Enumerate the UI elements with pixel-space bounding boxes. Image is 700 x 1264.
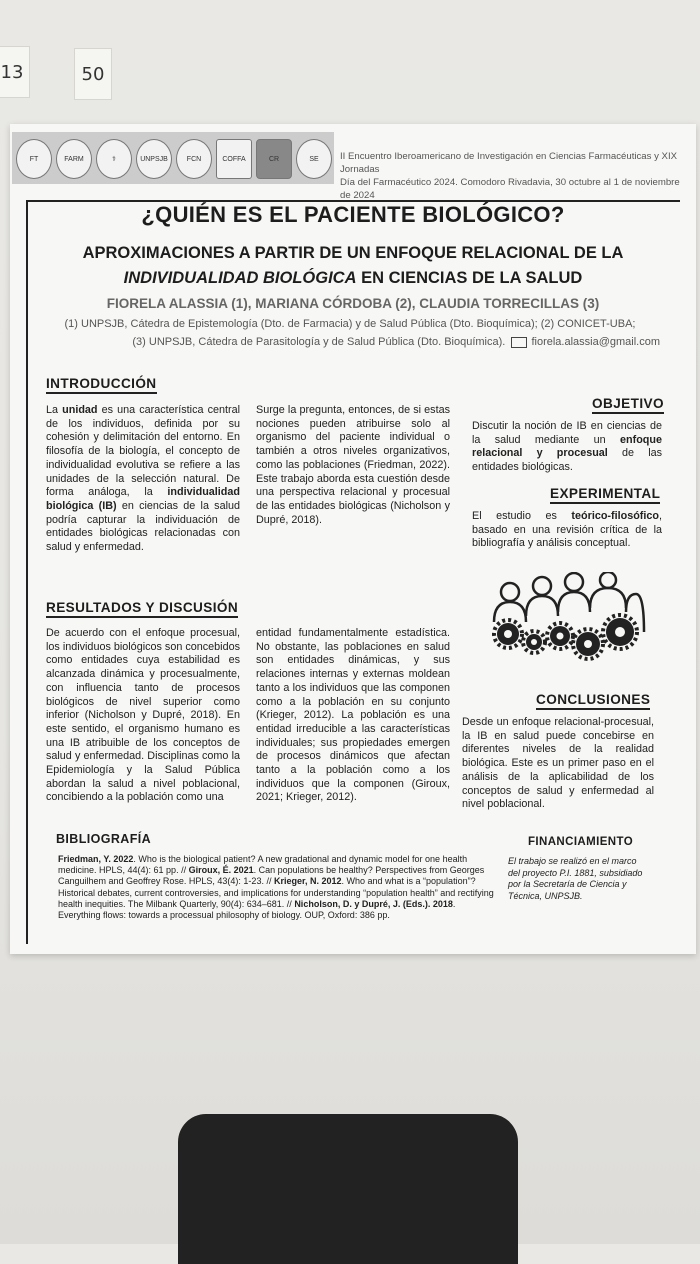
section-heading-bibliografia: BIBLIOGRAFÍA <box>56 832 152 846</box>
logo-mark: CR <box>268 155 280 163</box>
section-heading-resultados: RESULTADOS Y DISCUSIÓN <box>46 600 238 618</box>
institution-logo <box>296 139 332 179</box>
logo-mark: SE <box>309 155 319 163</box>
institution-logo <box>96 139 132 179</box>
text-bold: enfoque relacional y procesual <box>472 433 662 460</box>
tag-number: 13 <box>0 61 24 83</box>
resultados-column-2: entidad fundamentalmente estadística. No obstante, las poblaciones en salud son entidades dinámicas, y sus relaciones internas y externas moldean tanto a los individuos que las componen como a la población en su conjunto (Krieger, 2012). La población es una entidad irreducible a las características individuales; sus propiedades emergen de procesos dinámicos que afectan tanto a la población como a los individuos que la componen (Giroux, 2021; Krieger, 2012). <box>256 627 450 804</box>
poster-subtitle <box>30 269 676 288</box>
bibliography-text <box>58 854 496 921</box>
logo-mark: FCN <box>186 155 202 163</box>
ref-text: . Can populations be healthy? Perspectives from Georges Canguilhem and Geoffrey Rose. HPLS, 43(4): 1-23. // <box>58 865 485 887</box>
wall-number-tag <box>0 46 30 98</box>
tag-number: 50 <box>81 63 105 85</box>
logo-mark: ⚕ <box>112 156 116 163</box>
affiliation: (1) UNPSJB, Cátedra de Epistemología (Dto. de Farmacia) y de Salud Pública (Dto. Bioquímica); (2) CONICET-UBA; <box>64 318 636 330</box>
ref-author: Friedman, Y. 2022 <box>58 854 134 864</box>
institution-logo <box>176 139 212 179</box>
chair-back <box>178 1114 518 1264</box>
section-heading-experimental: EXPERIMENTAL <box>550 486 660 504</box>
people-gears-illustration <box>486 572 646 668</box>
wall-number-tag <box>74 48 112 100</box>
section-heading-financiamiento: FINANCIAMIENTO <box>528 836 634 848</box>
affiliation-text: (3) UNPSJB, Cátedra de Parasitología y de Salud Pública (Dto. Bioquímica). <box>132 336 506 348</box>
affiliation <box>40 336 660 348</box>
subtitle-italic: INDIVIDUALIDAD BIOLÓGICA <box>123 269 357 287</box>
poster <box>10 124 696 954</box>
text-bold: individualidad biológica (IB) <box>46 486 240 512</box>
experimental-text <box>472 510 662 551</box>
ref-text: . Who is the biological patient? A new gradational and dynamic model for one health medicine. HPLS, 44(4): 61 pp. // <box>58 854 468 876</box>
email: fiorela.alassia@gmail.com <box>531 336 660 348</box>
text-run: es una característica central de los individuos, definida por su cohesión y delimitación del entorno. En filosofía de la biología, el concepto de individualidad evolutiva se refiere a las unidades de la selección natural. De forma análoga, la <box>46 404 240 499</box>
logo-mark: UNPSJB <box>140 155 168 163</box>
resultados-column-1: De acuerdo con el enfoque procesual, los individuos biológicos son concebidos como entidades cuya estabilidad es alcanzada dinámica y procesualmente, con influencia tanto de procesos biológicos de nivel superior como inferior (Nicholson y Dupré, 2018). En este sentido, el organismo humano es una IB atribuible de los conceptos de salud y enfermedad. Disciplinas como la Epidemiología y la Salud Pública abordan la salud a nivel poblacional, concibiendo a la población como una <box>46 627 240 804</box>
ref-text: . Everything flows: towards a processual philosophy of biology. OUP, Oxford: 386 pp. <box>58 898 456 921</box>
conclusiones-text: Desde un enfoque relacional-procesual, la IB en salud puede concebirse en diferentes niveles de la realidad biológica. Este es un primer paso en el análisis de la aplicabilidad de los conceptos de salud y enfermedad al nivel poblacional. <box>462 716 654 811</box>
intro-column-2: Surge la pregunta, entonces, de si estas nociones pueden atribuirse solo al organismo del paciente individual o también a otros niveles organizativos, como las poblaciones (Friedman, 2022). Este trabajo aborda esta cuestión desde una perspectiva relacional y procesual de las entidades biológicas (Nicholson y Dupré, 2018). <box>256 404 450 526</box>
poster-subtitle: APROXIMACIONES A PARTIR DE UN ENFOQUE RELACIONAL DE LA <box>82 244 624 262</box>
institution-logo <box>216 139 252 179</box>
poster-title: ¿QUIÉN ES EL PACIENTE BIOLÓGICO? <box>141 202 565 227</box>
logo-bar <box>12 132 334 184</box>
intro-column-1 <box>46 404 240 555</box>
ref-author: Nicholson, D. y Dupré, J. (Eds.). 2018 <box>294 898 453 909</box>
institution-logo <box>16 139 52 179</box>
institution-logo <box>136 139 172 179</box>
logo-mark: COFFA <box>222 155 246 163</box>
ref-author: Krieger, N. 2012 <box>273 876 342 887</box>
section-heading-conclusiones: CONCLUSIONES <box>536 692 650 710</box>
text-bold: unidad <box>62 404 98 416</box>
event-line: II Encuentro Iberoamericano de Investigación en Ciencias Farmacéuticas y XIX Jornadas <box>340 151 678 175</box>
text-bold: teórico-filosófico <box>571 510 659 522</box>
text-run: El estudio es <box>472 510 572 522</box>
objetivo-text <box>472 420 662 475</box>
institution-logo <box>56 139 92 179</box>
text-run: , basado en una revisión crítica de la bibliografía y análisis conceptual. <box>472 510 662 550</box>
financiamiento-text: El trabajo se realizó en el marco del proyecto P.I. 1881, subsidiado por la Secretaría de Ciencia y Técnica, UNPSJB. <box>508 856 643 901</box>
event-line: Día del Farmacéutico 2024. Comodoro Rivadavia, 30 octubre al 1 de noviembre de 2024 <box>340 177 680 201</box>
authors: FIORELA ALASSIA (1), MARIANA CÓRDOBA (2), CLAUDIA TORRECILLAS (3) <box>106 296 600 311</box>
ref-text: . Who and what is a “population”? Historical debates, current controversies, and implications for understanding “population health” and rectifying health inequities. The Milbank Quarterly, 90(4): 634–681. // <box>58 876 494 909</box>
ref-author: Giroux, É. 2021 <box>188 865 254 876</box>
text-run: en ciencias de la salud podría capturar la individuación de entidades biológicas relacionadas con salud y enfermedad. <box>46 499 240 554</box>
envelope-icon <box>511 337 527 348</box>
text-run: de las entidades biológicas. <box>472 447 663 474</box>
logo-mark: FARM <box>64 155 84 163</box>
section-heading-objetivo: OBJETIVO <box>592 396 664 414</box>
institution-logo <box>256 139 292 179</box>
event-info <box>340 150 692 202</box>
section-heading-intro: INTRODUCCIÓN <box>46 376 157 394</box>
subtitle-rest: EN CIENCIAS DE LA SALUD <box>356 269 583 287</box>
logo-mark: FT <box>29 155 39 163</box>
text-run: La <box>46 404 63 416</box>
text-run: Discutir la noción de IB en ciencias de la salud mediante un <box>472 420 662 446</box>
